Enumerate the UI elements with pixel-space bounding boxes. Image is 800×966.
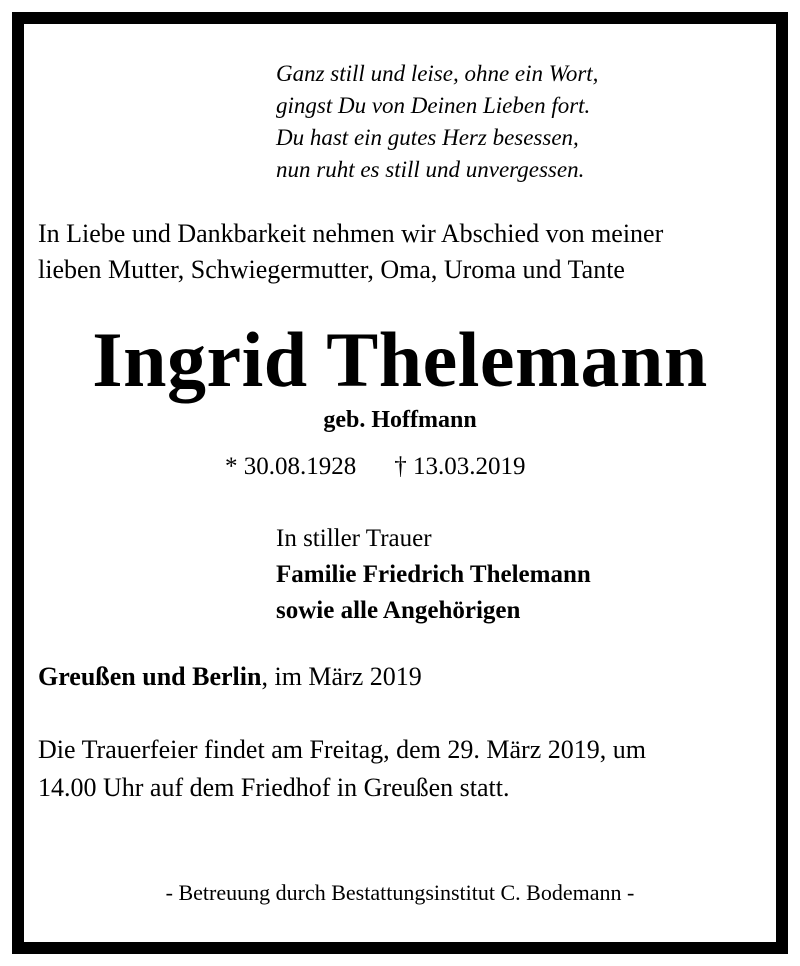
- poem-line: Du hast ein gutes Herz besessen,: [276, 125, 579, 150]
- funeral-service-info: [38, 731, 646, 807]
- mourners-line: Familie Friedrich Thelemann: [276, 561, 591, 588]
- footer-credit: - Betreuung durch Bestattungsinstitut C. Bodemann -: [165, 880, 635, 905]
- mourners: [276, 521, 591, 629]
- deceased-name: Ingrid Thelemann: [92, 316, 708, 403]
- intro-line: lieben Mutter, Schwiegermutter, Oma, Uroma und Tante: [38, 255, 625, 284]
- intro-text: [38, 216, 663, 288]
- place-date: , im März 2019: [261, 662, 422, 691]
- place-locations: Greußen und Berlin: [38, 662, 262, 691]
- service-line: Die Trauerfeier findet am Freitag, dem 29. März 2019, um: [38, 735, 646, 764]
- mourners-intro: In stiller Trauer: [276, 525, 432, 552]
- poem-line: gingst Du von Deinen Lieben fort.: [276, 93, 591, 118]
- place-and-date: [38, 660, 422, 694]
- poem-line: nun ruht es still und unvergessen.: [276, 157, 585, 182]
- maiden-name: geb. Hoffmann: [323, 407, 477, 433]
- life-dates: [225, 450, 526, 484]
- mourners-line: sowie alle Angehörigen: [276, 597, 521, 624]
- death-date: † 13.03.2019: [394, 453, 526, 480]
- service-line: 14.00 Uhr auf dem Friedhof in Greußen statt.: [38, 773, 510, 802]
- birth-date: * 30.08.1928: [225, 453, 357, 480]
- poem-line: Ganz still und leise, ohne ein Wort,: [276, 61, 599, 86]
- poem: [276, 58, 598, 186]
- intro-line: In Liebe und Dankbarkeit nehmen wir Abschied von meiner: [38, 219, 664, 248]
